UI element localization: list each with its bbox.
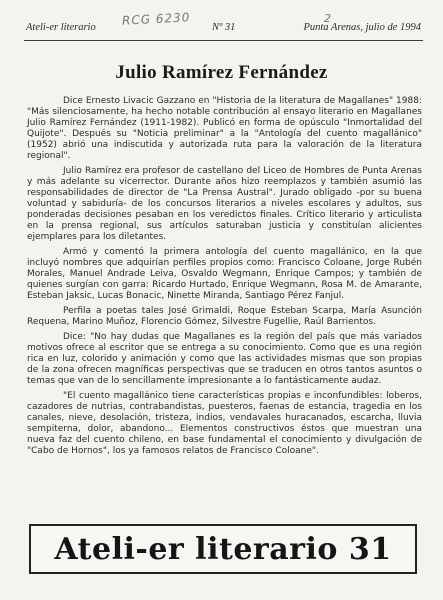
banner-text: Ateli-er literario 31 (54, 531, 392, 567)
article-title: Julio Ramírez Fernández (115, 62, 328, 83)
handwritten-archive-code: RCG 6230 (121, 10, 191, 28)
footer-banner (29, 524, 417, 574)
paragraph: Dice Ernesto Livacic Gazzano en "Historia de la literatura de Magallanes" 1988: "Más silenciosamente, ha hecho notable contribución al ensayo literario en Magallanes Julio Ramírez Fernández (1911-1982). Publicó en forma de opúsculo "Inmortalidad del Quijote". Después su "Noticia preliminar" a la "Antología del cuento magallánico" (1952) abrió una indiscutida y autorizada ruta para la valoración de la literatura regional". (27, 96, 422, 161)
paragraph: Armó y comentó la primera antología del cuento magallánico, en la que incluyó nombres que adquirían perfiles propios como: Francisco Coloane, Jorge Rubén Morales, Manuel Andrade Leiva, Osvaldo Wegmann, Enrique Campos; y también de quienes surgían con garra: Ricardo Hurtado, Enrique Wegmann, Rosa M. de Amarante, Esteban Jaksic, Lucas Bonacic, Ninette Miranda, Santiago Pérez Fanjul. (27, 247, 422, 301)
issue-number: Nº 31 (212, 22, 236, 33)
paragraph: Perfila a poetas tales José Grimaldi, Roque Esteban Scarpa, María Asunción Requena, Marino Muñoz, Florencio Gómez, Silvestre Fugellie, Raúl Barrientos. (27, 306, 422, 327)
handwritten-page-number: 2 (324, 12, 331, 25)
place-date: Punta Arenas, julio de 1994 (303, 22, 421, 33)
running-header (26, 22, 421, 38)
paragraph: "El cuento magallánico tiene características propias e inconfundibles: loberos, cazadores de nutrias, contrabandistas, puesteros, faenas de estancia, tragedia en los canales, nieve, desolación, tristeza, indios, vendavales huracanados, escarcha, lluvia sempiterna, dolor, abandono... Elementos constructivos éstos que muestran una nueva faz del cuento chileno, en base fundamental el conocimiento y divulgación de "Cabo de Hornos", los ya famosos relatos de Francisco Coloane". (27, 391, 422, 456)
paragraph: Dice: "No hay dudas que Magallanes es la región del país que más variados motivos ofrece al escritor que se entrega a su conocimiento. Como que es una región rica en luz, colorido y animación y como que las actividades mismas que son propias de la zona ofrecen magníficas perspectivas que se traducen en otros tantos asuntos o temas que van de lo sencillamente impresionante a lo fantásticamente audaz. (27, 332, 422, 386)
paragraph: Julio Ramírez era profesor de castellano del Liceo de Hombres de Punta Arenas y más adelante su vicerrector. Durante años hizo reemplazos y también asumió las responsabilidades de director de "La Prensa Austral". Jurado obligado -por su buena voluntad y sabiduría- de los concursos literarios a niveles escolares y adultos, sus ponderadas decisiones pesaban en los veredictos finales. Crítico literario y articulista en la prensa regional, sus artículos saturaban justicia y constituían alicientes ejemplares para los diletantes. (27, 166, 422, 242)
article-body (27, 96, 422, 461)
header-rule (24, 40, 423, 41)
publication-name: Ateli-er literario (26, 22, 96, 33)
